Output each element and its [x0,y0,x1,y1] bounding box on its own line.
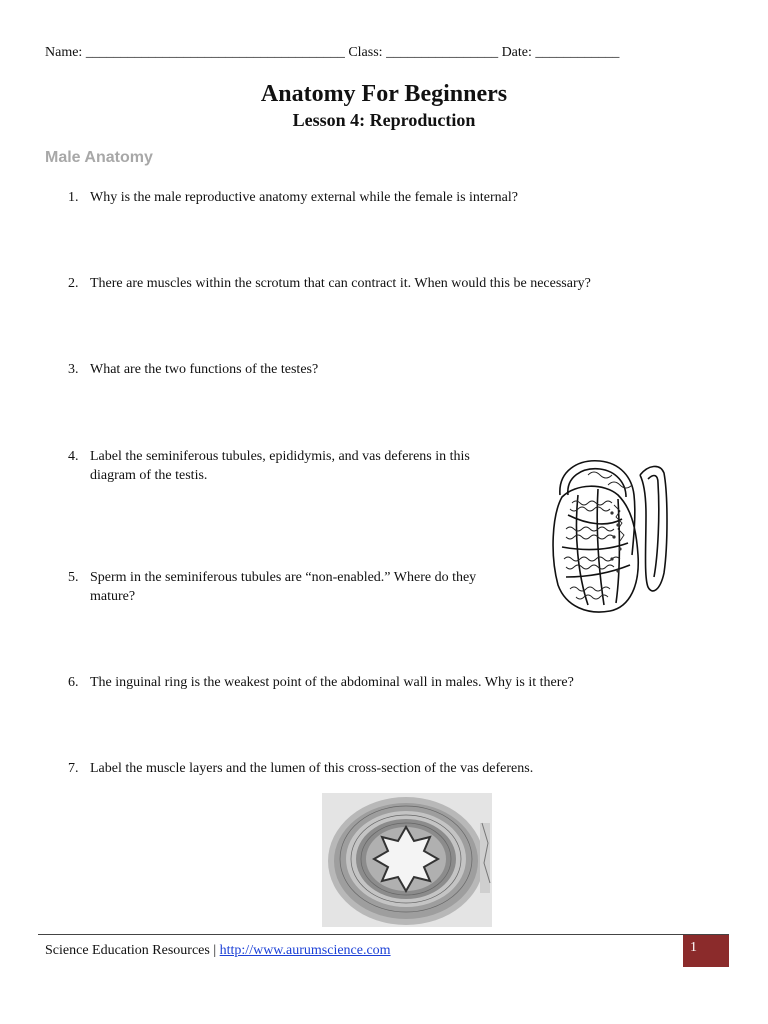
page-number: 1 [683,935,729,967]
question-text-line-2: mature? [90,589,136,604]
question-text-line-2: diagram of the testis. [90,468,208,483]
lesson-subtitle: Lesson 4: Reproduction [292,110,476,130]
question-number: 1. [68,190,79,205]
vas-deferens-cross-section [322,793,492,927]
question-number: 4. [68,449,79,464]
question-text: Label the muscle layers and the lumen of this cross-section of the vas deferens. [90,761,534,776]
question-number: 7. [68,761,79,776]
class-field[interactable]: ________________ [386,45,499,60]
question-text: Sperm in the seminiferous tubules are “non-enabled.” Where do they [90,570,477,585]
footer [45,943,391,959]
name-field[interactable]: _____________________________________ [85,45,345,60]
question-number: 2. [68,276,79,291]
question-number: 6. [68,675,79,690]
footer-link[interactable]: http://www.aurumscience.com [219,943,391,958]
question-number: 5. [68,570,79,585]
section-heading: Male Anatomy [45,149,153,166]
document-title: Anatomy For Beginners [260,81,508,107]
student-info-line [45,45,619,61]
date-label: Date: [501,45,532,60]
question-text: What are the two functions of the testes? [90,362,319,377]
footer-divider [38,934,729,935]
question-number: 3. [68,362,79,377]
question-text: The inguinal ring is the weakest point of the abdominal wall in males. Why is it there? [90,675,574,690]
class-label: Class: [348,45,383,60]
testis-diagram [548,455,674,625]
question-text: There are muscles within the scrotum that can contract it. When would this be necessary? [90,276,591,291]
question-text: Label the seminiferous tubules, epididymis, and vas deferens in this [90,449,470,464]
date-field[interactable]: ____________ [535,45,620,60]
name-label: Name: [45,45,83,60]
footer-credit: Science Education Resources | [45,943,220,958]
question-text: Why is the male reproductive anatomy external while the female is internal? [90,190,518,205]
